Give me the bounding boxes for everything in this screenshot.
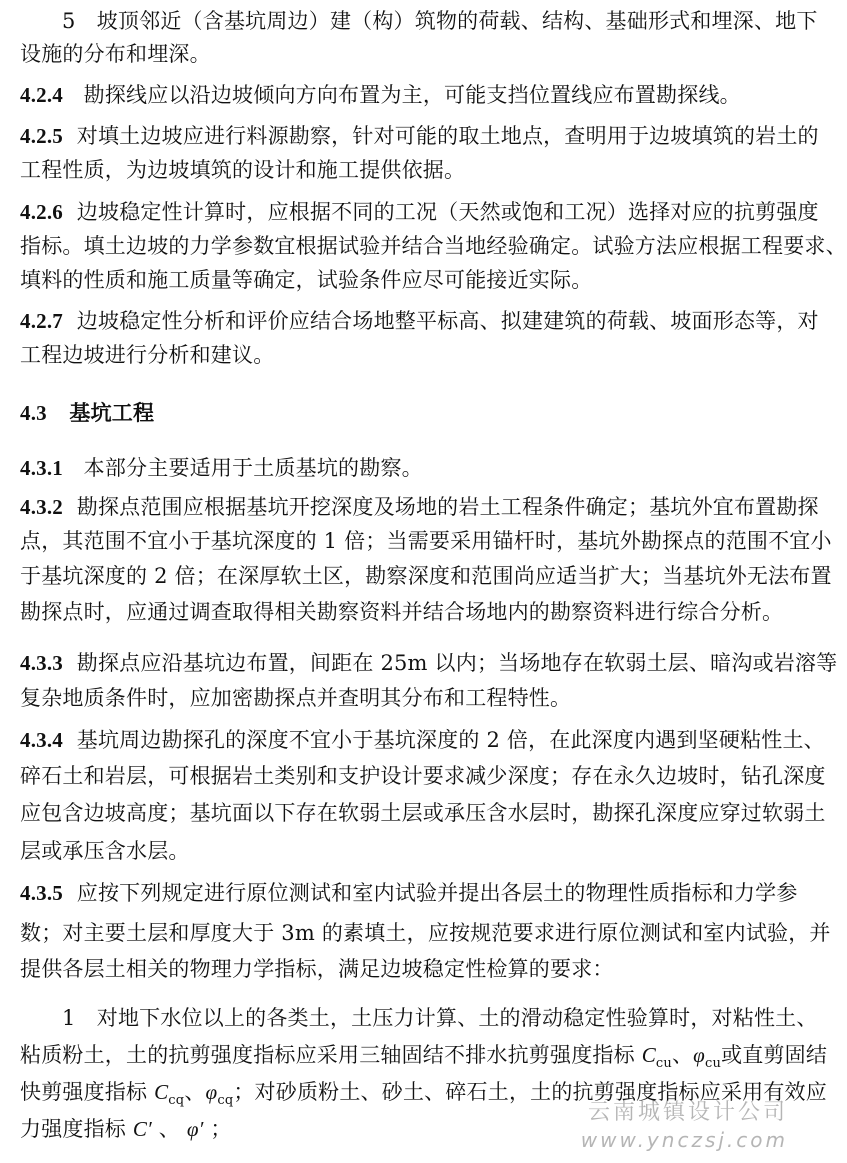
paragraph-line: 勘探点时，应通过调查取得相关勘察资料并结合场地内的勘察资料进行综合分析。 xyxy=(20,600,784,624)
clause-number: 4.2.5 xyxy=(20,124,63,148)
clause-4-3-2: 4.3.2 勘探点范围应根据基坑开挖深度及场地的岩土工程条件确定；基坑外宜布置勘探 xyxy=(20,495,819,519)
clause-4-2-7: 4.2.7 边坡稳定性分析和评价应结合场地整平标高、拟建建筑的荷载、坡面形态等，对 xyxy=(20,309,819,333)
clause-number: 4.3.5 xyxy=(20,881,63,905)
clause-4-2-6: 4.2.6 边坡稳定性计算时，应根据不同的工况（天然或饱和工况）选择对应的抗剪强度 xyxy=(20,200,819,224)
paragraph-line: 力强度指标 C′ 、 φ′ ； xyxy=(20,1117,232,1141)
symbol-c-prime: C′ xyxy=(132,1117,152,1141)
paragraph-line: 数；对主要土层和厚度大于 3m 的素填土，应按规范要求进行原位测试和室内试验，并 xyxy=(20,921,831,945)
clause-number: 4.3.1 xyxy=(20,456,63,480)
paragraph-line: 粘质粉土，土的抗剪强度指标应采用三轴固结不排水抗剪强度指标 $C_{cu}$、$\varphi_{cu}$或直剪固结 xyxy=(20,1043,828,1072)
watermark-url: www.ynczsj.com xyxy=(580,1128,788,1152)
paragraph-line: 填料的性质和施工质量等确定，试验条件应尽可能接近实际。 xyxy=(20,268,593,292)
clause-4-3-4: 4.3.4 基坑周边勘探孔的深度不宜小于基坑深度的 2 倍，在此深度内遇到坚硬粘性土、 xyxy=(20,728,825,752)
clause-number: 4.3.3 xyxy=(20,651,63,675)
paragraph-line: 碎石土和岩层，可根据岩土类别和支护设计要求减少深度；存在永久边坡时，钻孔深度 xyxy=(20,764,826,788)
paragraph-line: 提供各层土相关的物理力学指标，满足边坡稳定性检算的要求： xyxy=(20,957,614,981)
watermark xyxy=(528,1099,788,1159)
paragraph-line: 应包含边坡高度；基坑面以下存在软弱土层或承压含水层时，勘探孔深度应穿过软弱土 xyxy=(20,801,826,825)
symbol-phi: φ xyxy=(693,1043,705,1067)
paragraph-line: 指标。填土边坡的力学参数宜根据试验并结合当地经验确定。试验方法应根据工程要求、 xyxy=(20,234,847,258)
paragraph-line: 快剪强度指标 $C_{cq}$、$\varphi_{cq}$；对砂质粉土、砂土、碎石土，土的抗剪强度指标应采用有效应 xyxy=(20,1080,827,1109)
clause-number: 4.2.4 xyxy=(20,83,63,107)
paragraph-line: 工程性质，为边坡填筑的设计和施工提供依据。 xyxy=(20,158,466,182)
watermark-company: 云南城镇设计公司 xyxy=(587,1100,788,1125)
section-number: 4.3 xyxy=(20,401,47,425)
clause-4-2-5: 4.2.5 对填土边坡应进行料源勘察，针对可能的取土地点，查明用于边坡填筑的岩土的 xyxy=(20,124,819,148)
paragraph-line: 复杂地质条件时，应加密勘探点并查明其分布和工程特性。 xyxy=(20,686,572,710)
clause-number: 4.3.4 xyxy=(20,728,63,752)
section-title: 基坑工程 xyxy=(69,400,155,425)
paragraph-line: 5 坡顶邻近（含基坑周边）建（构）筑物的荷载、结构、基础形式和埋深、地下 xyxy=(62,9,818,33)
paragraph-line: 于基坑深度的 2 倍；在深厚软土区，勘察深度和范围尚应适当扩大；当基坑外无法布置 xyxy=(20,564,832,588)
clause-number: 4.3.2 xyxy=(20,495,63,519)
clause-4-3-3: 4.3.3 勘探点应沿基坑边布置，间距在 25m 以内；当场地存在软弱土层、暗沟或岩溶等 xyxy=(20,651,838,675)
list-item-1: 1 对地下水位以上的各类土，土压力计算、土的滑动稳定性验算时，对粘性土、 xyxy=(62,1006,818,1030)
clause-4-3-5: 4.3.5 应按下列规定进行原位测试和室内试验并提出各层土的物理性质指标和力学参 xyxy=(20,881,798,905)
clause-4-3-1: 4.3.1 本部分主要适用于土质基坑的勘察。 xyxy=(20,456,423,480)
symbol-phi-prime: φ′ xyxy=(186,1117,204,1141)
clause-4-2-4: 4.2.4 勘探线应以沿边坡倾向方向布置为主，可能支挡位置线应布置勘探线。 xyxy=(20,83,741,107)
paragraph-line: 点，其范围不宜小于基坑深度的 1 倍；当需要采用锚杆时，基坑外勘探点的范围不宜小 xyxy=(20,529,832,553)
paragraph-line: 设施的分布和埋深。 xyxy=(20,42,211,66)
section-heading xyxy=(20,398,800,428)
clause-number: 4.2.7 xyxy=(20,309,63,333)
paragraph-line: 工程边坡进行分析和建议。 xyxy=(20,343,275,367)
symbol-c: C xyxy=(641,1043,656,1067)
clause-number: 4.2.6 xyxy=(20,200,63,224)
paragraph-line: 层或承压含水层。 xyxy=(20,839,190,863)
